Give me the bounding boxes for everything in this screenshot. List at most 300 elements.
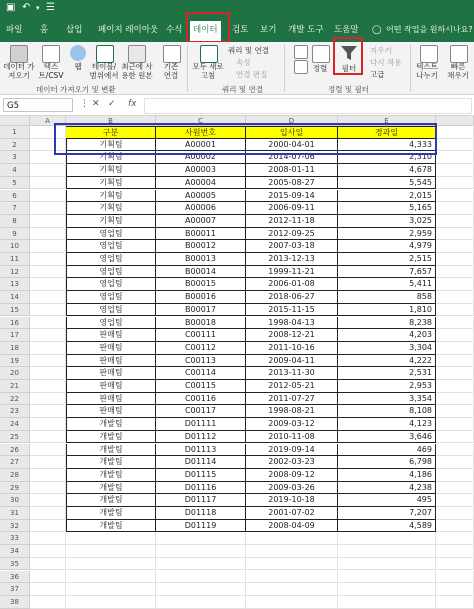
data-cell[interactable]: 1,810 <box>338 304 436 317</box>
grid-cell[interactable] <box>436 494 474 507</box>
data-cell[interactable]: 영업팀 <box>66 266 156 279</box>
grid-cell[interactable] <box>246 558 338 571</box>
data-cell[interactable]: D01117 <box>156 494 246 507</box>
data-cell[interactable]: A00005 <box>156 190 246 203</box>
grid-cell[interactable] <box>436 317 474 330</box>
data-cell[interactable]: C00111 <box>156 329 246 342</box>
grid-cell[interactable] <box>30 482 66 495</box>
grid-cell[interactable] <box>436 240 474 253</box>
grid-cell[interactable] <box>156 532 246 545</box>
row-header[interactable]: 23 <box>0 405 30 418</box>
sort-za-icon[interactable] <box>294 60 308 74</box>
data-cell[interactable]: D01112 <box>156 431 246 444</box>
grid-cell[interactable] <box>436 228 474 241</box>
header-cell[interactable]: 입사일 <box>246 126 338 139</box>
data-cell[interactable]: 기획팀 <box>66 190 156 203</box>
grid-cell[interactable] <box>246 532 338 545</box>
data-cell[interactable]: 2008-09-12 <box>246 469 338 482</box>
data-cell[interactable]: 4,333 <box>338 139 436 152</box>
grid-cell[interactable] <box>30 164 66 177</box>
data-cell[interactable]: 1998-04-13 <box>246 317 338 330</box>
data-cell[interactable]: 7,657 <box>338 266 436 279</box>
data-cell[interactable]: 2001-07-02 <box>246 507 338 520</box>
tell-me-box[interactable]: 어떤 작업을 원하시나요? <box>386 25 473 34</box>
data-cell[interactable]: 2019-10-18 <box>246 494 338 507</box>
row-header[interactable]: 9 <box>0 228 30 241</box>
tab-review[interactable]: 검토 <box>232 25 249 35</box>
data-cell[interactable]: 개발팀 <box>66 456 156 469</box>
row-header[interactable]: 26 <box>0 444 30 457</box>
refresh-all-button[interactable]: 모두 새로 고침 <box>192 62 224 80</box>
grid-cell[interactable] <box>436 545 474 558</box>
data-cell[interactable]: 3,354 <box>338 393 436 406</box>
data-cell[interactable]: 5,545 <box>338 177 436 190</box>
grid-cell[interactable] <box>436 164 474 177</box>
grid-cell[interactable] <box>436 177 474 190</box>
customize-quick-access-icon[interactable]: ☰ <box>46 2 55 13</box>
data-cell[interactable]: B00015 <box>156 278 246 291</box>
data-cell[interactable]: 판매팀 <box>66 329 156 342</box>
row-header[interactable]: 25 <box>0 431 30 444</box>
grid-cell[interactable] <box>156 596 246 609</box>
data-cell[interactable]: 4,589 <box>338 520 436 533</box>
row-header[interactable]: 38 <box>0 596 30 609</box>
data-cell[interactable]: 3,646 <box>338 431 436 444</box>
column-header[interactable] <box>436 116 474 126</box>
grid-cell[interactable] <box>30 304 66 317</box>
grid-cell[interactable] <box>436 355 474 368</box>
tab-file[interactable]: 파일 <box>6 25 23 35</box>
data-cell[interactable]: 8,108 <box>338 405 436 418</box>
data-cell[interactable]: 2007-03-18 <box>246 240 338 253</box>
header-cell[interactable]: 사원번호 <box>156 126 246 139</box>
grid-cell[interactable] <box>30 405 66 418</box>
data-cell[interactable]: 개발팀 <box>66 520 156 533</box>
grid-cell[interactable] <box>30 418 66 431</box>
data-cell[interactable]: 6,798 <box>338 456 436 469</box>
row-header[interactable]: 32 <box>0 520 30 533</box>
row-header[interactable]: 18 <box>0 342 30 355</box>
grid-cell[interactable] <box>30 431 66 444</box>
grid-cell[interactable] <box>66 571 156 584</box>
grid-cell[interactable] <box>30 278 66 291</box>
data-cell[interactable]: 영업팀 <box>66 228 156 241</box>
data-cell[interactable]: B00013 <box>156 253 246 266</box>
row-header[interactable]: 12 <box>0 266 30 279</box>
data-cell[interactable]: 2012-09-25 <box>246 228 338 241</box>
filter-button[interactable]: 필터 <box>341 64 357 73</box>
grid-cell[interactable] <box>436 444 474 457</box>
cancel-icon[interactable]: ✕ <box>92 99 100 109</box>
data-cell[interactable]: 영업팀 <box>66 304 156 317</box>
data-cell[interactable]: 2013-11-30 <box>246 367 338 380</box>
data-cell[interactable]: A00001 <box>156 139 246 152</box>
row-header[interactable]: 28 <box>0 469 30 482</box>
data-cell[interactable]: 858 <box>338 291 436 304</box>
data-cell[interactable]: 개발팀 <box>66 469 156 482</box>
row-header[interactable]: 3 <box>0 151 30 164</box>
grid-cell[interactable] <box>30 507 66 520</box>
row-header[interactable]: 1 <box>0 126 30 139</box>
grid-cell[interactable] <box>436 139 474 152</box>
data-cell[interactable]: 2013-12-13 <box>246 253 338 266</box>
tab-data[interactable]: 데이터 <box>190 21 221 42</box>
grid-cell[interactable] <box>338 558 436 571</box>
grid-cell[interactable] <box>436 482 474 495</box>
grid-cell[interactable] <box>436 151 474 164</box>
table-range-button[interactable]: 테이블/ 범위에서 <box>89 62 119 80</box>
data-cell[interactable]: 2,310 <box>338 151 436 164</box>
data-cell[interactable]: C00113 <box>156 355 246 368</box>
header-cell[interactable]: 경과일 <box>338 126 436 139</box>
grid-cell[interactable] <box>30 558 66 571</box>
data-cell[interactable]: C00117 <box>156 405 246 418</box>
grid-cell[interactable] <box>436 190 474 203</box>
row-header[interactable]: 19 <box>0 355 30 368</box>
row-header[interactable]: 10 <box>0 240 30 253</box>
grid-cell[interactable] <box>436 558 474 571</box>
worksheet-grid[interactable] <box>0 116 474 606</box>
grid-cell[interactable] <box>436 202 474 215</box>
data-cell[interactable]: B00016 <box>156 291 246 304</box>
row-header[interactable]: 2 <box>0 139 30 152</box>
properties-button[interactable]: 속성 <box>236 58 251 67</box>
data-cell[interactable]: D01119 <box>156 520 246 533</box>
grid-cell[interactable] <box>436 405 474 418</box>
grid-cell[interactable] <box>436 278 474 291</box>
data-cell[interactable]: A00007 <box>156 215 246 228</box>
get-data-button[interactable]: 데이터 가 져오기 <box>3 62 35 80</box>
grid-cell[interactable] <box>436 469 474 482</box>
data-cell[interactable]: 4,238 <box>338 482 436 495</box>
data-cell[interactable]: 영업팀 <box>66 240 156 253</box>
select-all-corner[interactable] <box>0 116 30 126</box>
grid-cell[interactable] <box>338 571 436 584</box>
grid-cell[interactable] <box>30 190 66 203</box>
data-cell[interactable]: 2005-08-27 <box>246 177 338 190</box>
tab-home[interactable]: 홈 <box>40 25 49 35</box>
row-header[interactable]: 29 <box>0 482 30 495</box>
data-cell[interactable]: 2019-09-14 <box>246 444 338 457</box>
grid-cell[interactable] <box>436 304 474 317</box>
grid-cell[interactable] <box>436 393 474 406</box>
grid-cell[interactable] <box>436 266 474 279</box>
tab-formulas[interactable]: 수식 <box>166 25 183 35</box>
row-header[interactable]: 35 <box>0 558 30 571</box>
grid-cell[interactable] <box>66 545 156 558</box>
grid-cell[interactable] <box>30 329 66 342</box>
data-cell[interactable]: C00112 <box>156 342 246 355</box>
grid-cell[interactable] <box>30 291 66 304</box>
grid-cell[interactable] <box>156 583 246 596</box>
column-header[interactable]: E <box>338 116 436 126</box>
data-cell[interactable]: A00006 <box>156 202 246 215</box>
grid-cell[interactable] <box>338 532 436 545</box>
grid-cell[interactable] <box>30 177 66 190</box>
grid-cell[interactable] <box>436 291 474 304</box>
row-header[interactable]: 5 <box>0 177 30 190</box>
grid-cell[interactable] <box>436 596 474 609</box>
data-cell[interactable]: 2,515 <box>338 253 436 266</box>
grid-cell[interactable] <box>436 532 474 545</box>
column-header[interactable]: A <box>30 116 66 126</box>
undo-icon[interactable]: ↶ <box>22 2 31 13</box>
grid-cell[interactable] <box>338 545 436 558</box>
lightbulb-icon[interactable]: ◯ <box>372 25 382 35</box>
grid-cell[interactable] <box>30 253 66 266</box>
existing-connections-button[interactable]: 기존 연결 <box>163 62 179 80</box>
data-cell[interactable]: 2009-04-11 <box>246 355 338 368</box>
data-cell[interactable]: 2008-04-09 <box>246 520 338 533</box>
data-cell[interactable]: 2012-11-18 <box>246 215 338 228</box>
enter-icon[interactable]: ✓ <box>108 99 116 109</box>
row-header[interactable]: 17 <box>0 329 30 342</box>
data-cell[interactable]: 2010-11-08 <box>246 431 338 444</box>
data-cell[interactable]: 개발팀 <box>66 444 156 457</box>
column-header[interactable]: B <box>66 116 156 126</box>
tab-help[interactable]: 도움말 <box>334 25 359 35</box>
row-header[interactable]: 33 <box>0 532 30 545</box>
grid-cell[interactable] <box>30 266 66 279</box>
grid-cell[interactable] <box>30 240 66 253</box>
grid-cell[interactable] <box>30 456 66 469</box>
data-cell[interactable]: 개발팀 <box>66 507 156 520</box>
grid-cell[interactable] <box>156 571 246 584</box>
queries-connections-button[interactable]: 쿼리 및 연결 <box>228 46 269 55</box>
text-to-columns-button[interactable]: 텍스트 나누기 <box>416 62 438 80</box>
data-cell[interactable]: A00004 <box>156 177 246 190</box>
data-cell[interactable]: 2002-03-23 <box>246 456 338 469</box>
grid-cell[interactable] <box>30 380 66 393</box>
grid-cell[interactable] <box>66 532 156 545</box>
data-cell[interactable]: 2012-05-21 <box>246 380 338 393</box>
grid-cell[interactable] <box>246 583 338 596</box>
grid-cell[interactable] <box>436 342 474 355</box>
insert-function-icon[interactable]: fx <box>128 99 137 109</box>
grid-cell[interactable] <box>66 558 156 571</box>
data-cell[interactable]: 판매팀 <box>66 393 156 406</box>
data-cell[interactable]: 4,979 <box>338 240 436 253</box>
data-cell[interactable]: 1999-11-21 <box>246 266 338 279</box>
row-header[interactable]: 30 <box>0 494 30 507</box>
column-header[interactable]: D <box>246 116 338 126</box>
data-cell[interactable]: 2000-04-01 <box>246 139 338 152</box>
grid-cell[interactable] <box>246 596 338 609</box>
grid-cell[interactable] <box>436 520 474 533</box>
grid-cell[interactable] <box>30 202 66 215</box>
data-cell[interactable]: 4,123 <box>338 418 436 431</box>
name-box[interactable]: G5 <box>3 98 73 112</box>
data-cell[interactable]: 개발팀 <box>66 418 156 431</box>
tab-insert[interactable]: 삽입 <box>66 25 83 35</box>
data-cell[interactable]: 판매팀 <box>66 367 156 380</box>
row-header[interactable]: 11 <box>0 253 30 266</box>
data-cell[interactable]: 개발팀 <box>66 431 156 444</box>
data-cell[interactable]: C00115 <box>156 380 246 393</box>
row-header[interactable]: 16 <box>0 317 30 330</box>
data-cell[interactable]: B00012 <box>156 240 246 253</box>
grid-cell[interactable] <box>338 583 436 596</box>
row-header[interactable]: 15 <box>0 304 30 317</box>
data-cell[interactable]: 2009-03-12 <box>246 418 338 431</box>
data-cell[interactable]: 2011-10-16 <box>246 342 338 355</box>
data-cell[interactable]: 2018-06-27 <box>246 291 338 304</box>
grid-cell[interactable] <box>30 494 66 507</box>
column-header[interactable]: C <box>156 116 246 126</box>
tab-developer[interactable]: 개발 도구 <box>288 25 324 35</box>
data-cell[interactable]: 기획팀 <box>66 215 156 228</box>
data-cell[interactable]: 2006-09-11 <box>246 202 338 215</box>
data-cell[interactable]: 2008-12-21 <box>246 329 338 342</box>
data-cell[interactable]: D01115 <box>156 469 246 482</box>
data-cell[interactable]: 4,678 <box>338 164 436 177</box>
grid-cell[interactable] <box>156 558 246 571</box>
row-header[interactable]: 4 <box>0 164 30 177</box>
grid-cell[interactable] <box>436 583 474 596</box>
grid-cell[interactable] <box>246 571 338 584</box>
grid-cell[interactable] <box>436 456 474 469</box>
data-cell[interactable]: 판매팀 <box>66 380 156 393</box>
sort-az-icon[interactable] <box>294 45 308 59</box>
grid-cell[interactable] <box>436 380 474 393</box>
data-cell[interactable]: B00011 <box>156 228 246 241</box>
grid-cell[interactable] <box>30 342 66 355</box>
data-cell[interactable]: C00114 <box>156 367 246 380</box>
flash-fill-button[interactable]: 빠른 채우기 <box>447 62 469 80</box>
data-cell[interactable]: 7,207 <box>338 507 436 520</box>
data-cell[interactable]: 3,025 <box>338 215 436 228</box>
data-cell[interactable]: 개발팀 <box>66 482 156 495</box>
data-cell[interactable]: 8,238 <box>338 317 436 330</box>
data-cell[interactable]: 4,222 <box>338 355 436 368</box>
data-cell[interactable]: 5,411 <box>338 278 436 291</box>
grid-cell[interactable] <box>30 532 66 545</box>
grid-cell[interactable] <box>436 571 474 584</box>
advanced-filter-button[interactable]: 고급 <box>370 70 385 79</box>
row-header[interactable]: 22 <box>0 393 30 406</box>
data-cell[interactable]: A00002 <box>156 151 246 164</box>
data-cell[interactable]: D01116 <box>156 482 246 495</box>
row-header[interactable]: 6 <box>0 190 30 203</box>
data-cell[interactable]: 영업팀 <box>66 253 156 266</box>
clear-filter-button[interactable]: 지우기 <box>370 46 392 55</box>
data-cell[interactable]: 2,953 <box>338 380 436 393</box>
grid-cell[interactable] <box>30 355 66 368</box>
grid-cell[interactable] <box>30 520 66 533</box>
data-cell[interactable]: 2,959 <box>338 228 436 241</box>
data-cell[interactable]: 469 <box>338 444 436 457</box>
data-cell[interactable]: 판매팀 <box>66 355 156 368</box>
data-cell[interactable]: 2015-09-14 <box>246 190 338 203</box>
grid-cell[interactable] <box>436 431 474 444</box>
save-icon[interactable]: ▣ <box>6 2 16 13</box>
row-header[interactable]: 13 <box>0 278 30 291</box>
formula-input[interactable] <box>144 98 472 114</box>
row-header[interactable]: 34 <box>0 545 30 558</box>
data-cell[interactable]: B00014 <box>156 266 246 279</box>
row-header[interactable]: 20 <box>0 367 30 380</box>
data-cell[interactable]: 기획팀 <box>66 151 156 164</box>
row-header[interactable]: 37 <box>0 583 30 596</box>
row-header[interactable]: 36 <box>0 571 30 584</box>
grid-cell[interactable] <box>30 367 66 380</box>
data-cell[interactable]: 5,165 <box>338 202 436 215</box>
data-cell[interactable]: 2009-03-26 <box>246 482 338 495</box>
data-cell[interactable]: 2,015 <box>338 190 436 203</box>
tab-view[interactable]: 보기 <box>260 25 277 35</box>
grid-cell[interactable] <box>436 215 474 228</box>
data-cell[interactable]: C00116 <box>156 393 246 406</box>
data-cell[interactable]: D01114 <box>156 456 246 469</box>
grid-cell[interactable] <box>436 418 474 431</box>
recent-sources-button[interactable]: 최근에 사 용한 원본 <box>121 62 153 80</box>
data-cell[interactable]: 2,531 <box>338 367 436 380</box>
grid-cell[interactable] <box>30 571 66 584</box>
grid-cell[interactable] <box>436 329 474 342</box>
data-cell[interactable]: A00003 <box>156 164 246 177</box>
grid-cell[interactable] <box>30 215 66 228</box>
row-header[interactable]: 31 <box>0 507 30 520</box>
data-cell[interactable]: 495 <box>338 494 436 507</box>
grid-cell[interactable] <box>30 228 66 241</box>
data-cell[interactable]: B00017 <box>156 304 246 317</box>
grid-cell[interactable] <box>436 253 474 266</box>
row-header[interactable]: 21 <box>0 380 30 393</box>
text-csv-button[interactable]: 텍스 트/CSV <box>38 62 64 80</box>
grid-cell[interactable] <box>30 317 66 330</box>
data-cell[interactable]: 2015-11-15 <box>246 304 338 317</box>
data-cell[interactable]: 개발팀 <box>66 494 156 507</box>
header-cell[interactable]: 구분 <box>66 126 156 139</box>
data-cell[interactable]: 2014-07-06 <box>246 151 338 164</box>
edit-links-button[interactable]: 연결 편집 <box>236 70 268 79</box>
row-header[interactable]: 24 <box>0 418 30 431</box>
grid-cell[interactable] <box>246 545 338 558</box>
grid-cell[interactable] <box>30 393 66 406</box>
row-header[interactable]: 7 <box>0 202 30 215</box>
data-cell[interactable]: 3,304 <box>338 342 436 355</box>
data-cell[interactable]: 2006-01-08 <box>246 278 338 291</box>
data-cell[interactable]: D01111 <box>156 418 246 431</box>
grid-cell[interactable] <box>66 596 156 609</box>
grid-cell[interactable] <box>30 583 66 596</box>
data-cell[interactable]: 4,186 <box>338 469 436 482</box>
tab-page-layout[interactable]: 페이지 레이아웃 <box>98 25 159 35</box>
grid-cell[interactable] <box>338 596 436 609</box>
grid-cell[interactable] <box>30 545 66 558</box>
web-button[interactable]: 웹 <box>74 62 82 71</box>
undo-dropdown-icon[interactable]: ▾ <box>36 4 40 12</box>
sort-button[interactable]: 정렬 <box>312 64 328 73</box>
data-cell[interactable]: 영업팀 <box>66 278 156 291</box>
data-cell[interactable]: 기획팀 <box>66 202 156 215</box>
grid-cell[interactable] <box>30 444 66 457</box>
reapply-button[interactable]: 다시 적용 <box>370 58 402 67</box>
data-cell[interactable]: 판매팀 <box>66 342 156 355</box>
data-cell[interactable]: 영업팀 <box>66 317 156 330</box>
data-cell[interactable]: 4,203 <box>338 329 436 342</box>
grid-cell[interactable] <box>30 469 66 482</box>
data-cell[interactable]: 기획팀 <box>66 139 156 152</box>
grid-cell[interactable] <box>436 367 474 380</box>
grid-cell[interactable] <box>66 583 156 596</box>
row-header[interactable]: 27 <box>0 456 30 469</box>
data-cell[interactable]: 2011-07-27 <box>246 393 338 406</box>
row-header[interactable]: 14 <box>0 291 30 304</box>
data-cell[interactable]: 2008-01-11 <box>246 164 338 177</box>
data-cell[interactable]: B00018 <box>156 317 246 330</box>
grid-cell[interactable] <box>436 126 474 139</box>
